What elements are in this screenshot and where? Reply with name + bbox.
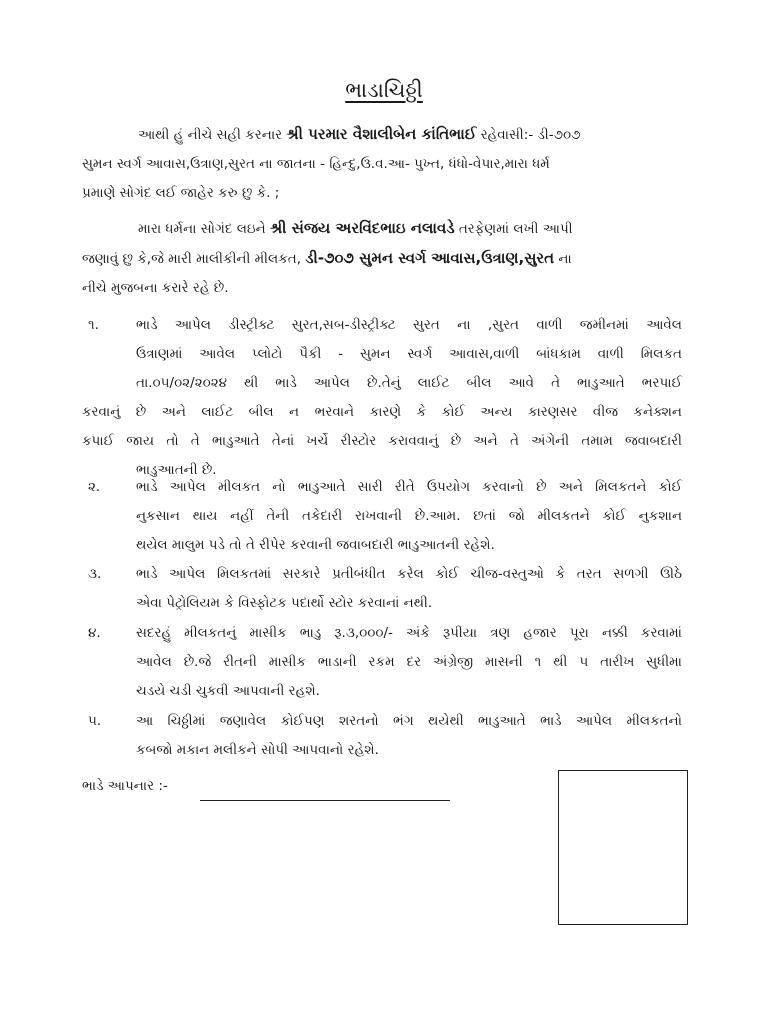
clause-2 (82, 473, 682, 560)
clause-number: ૨. (88, 479, 101, 495)
clause-5 (82, 707, 682, 765)
clause-text: ભાડે આપેલ મિલકતમાં સરકારે પ્રતીબંધીત કરેલ કોઈ ચીજ-વસ્તુઓ કે તરત સળગી ઊઠે એવા પેટ્રોલિયમ કે વિસ્ફોટક પદાર્થો સ્ટોર કરવાનાં નથી. (136, 566, 682, 611)
intro-paragraph (82, 120, 672, 208)
clause-text: ભાડે આપેલ મીલકત નો ભાડુઆતે સારી રીતે ઉપયોગ કરવાનો છે અને મિલકતને કોઈ નુકસાન થાય નહીં તેની તકેદારી રાખવાની છે.આમ. છતાં જો મીલકતને કોઈ નુકશાન થયેલ માલુમ પડે તો તે રીપેર કરવાની જવાબદારી ભાડુઆતની રહેશે. (136, 479, 682, 553)
signature-line (200, 800, 450, 801)
clause-text: ભાડે આપેલ ડીસ્ટ્રીક્ટ સુરત,સબ-ડીસ્ટ્રીક્ટ સુરત ના ,સુરત વાળી જમીનમાં આવેલ ઉત્રાણમાં આવેલ પ્લોટો પૈકી - સુમન સ્વર્ગ આવાસ,વાળી બાંધકામ વાળી મિલકત તા.૦૫/૦૨/૨૦૨૪ થી ભાડે આપેલ છે.તેનું લાઈટ બીલ આવે તે ભાડુઆતે ભરપાઈ કરવાનું છે અને લાઈટ બીલ ન ભરવાને કારણે કે કોઈ અન્ય કારણસર વીજ કનેક્શન કપાઈ જાય તો તે ભાડુઆતે તેનાં ખર્ચે રીસ્ટોર કરાવવાનું છે અને તે અંગેની તમામ જવાબદારી ભાડુઆતની છે. (82, 317, 682, 478)
document-title: ભાડાચિઠ્ઠી (345, 78, 423, 102)
clause-text: આ ચિઠ્ઠીમાં જણાવેલ કોઈપણ શરતનો ભંગ થયેથી ભાડુઆતે ભાડે આપેલ મીલકતનો કબજો મકાન મલીકને સોપી આપવાનો રહેશે. (136, 713, 682, 758)
landlord-name: શ્રી પરમાર વૈશાલીબેન કાંતિભાઈ (286, 125, 477, 143)
clause-number: ૧. (88, 317, 99, 333)
clause-number: ૪. (88, 625, 101, 641)
intro-line-2: સુમન સ્વર્ગ આવાસ,ઉત્રાણ,સુરત ના જાતના - હિન્દુ,ઉ.વ.આ- પુખ્ત, ધંધો-વેપાર,મારા ધર્મ (82, 156, 550, 172)
landlord-signature-label: ભાડે આપનાર :- (82, 778, 168, 794)
declaration-paragraph (82, 214, 672, 303)
clause-1 (82, 311, 682, 485)
photo-placeholder-box (558, 770, 688, 925)
clause-number: ૫. (88, 713, 102, 729)
intro-line-3: પ્રમાણે સોગંદ લઈ જાહેર કરુ છુ કે. ; (82, 185, 280, 201)
declaration-line-3: નીચે મુજબના કરારે રહે છે. (82, 280, 229, 296)
clause-text: સદરહું મીલકતનું માસીક ભાડુ રૂ.૩,૦૦૦/- અંકે રૂપીયા ત્રણ હજાર પૂરા નક્કી કરવામાં આવેલ છે.જે રીતની માસીક ભાડાની રકમ દર અંગ્રેજી માસની ૧ થી ૫ તારીખ સુધીમા ચડયે ચડી ચુકવી આપવાની રહશે. (136, 625, 682, 699)
property-address: ડી-૭૦૭ સુમન સ્વર્ગ આવાસ,ઉત્રાણ,સુરત (305, 249, 555, 267)
clause-4 (82, 619, 682, 706)
intro-line-1: આથી હું નીચે સહી કરનાર શ્રી પરમાર વૈશાલીબેન કાંતિભાઈ રહેવાસી:- ડી-૭૦૭ (138, 125, 581, 143)
clause-3 (82, 560, 682, 618)
declaration-line-1: મારા ધર્મના સોગંદ લઇને શ્રી સંજય અરવિંદભાઇ નલાવડે તરફેણમાં લખી આપી (138, 219, 573, 237)
tenant-name: શ્રી સંજય અરવિંદભાઇ નલાવડે (269, 219, 455, 237)
clause-number: ૩. (88, 566, 102, 582)
declaration-line-2: જણાવું છુ કે,જે મારી માલીકીની મીલકત, ડી-૭૦૭ સુમન સ્વર્ગ આવાસ,ઉત્રાણ,સુરત ના (82, 249, 572, 267)
